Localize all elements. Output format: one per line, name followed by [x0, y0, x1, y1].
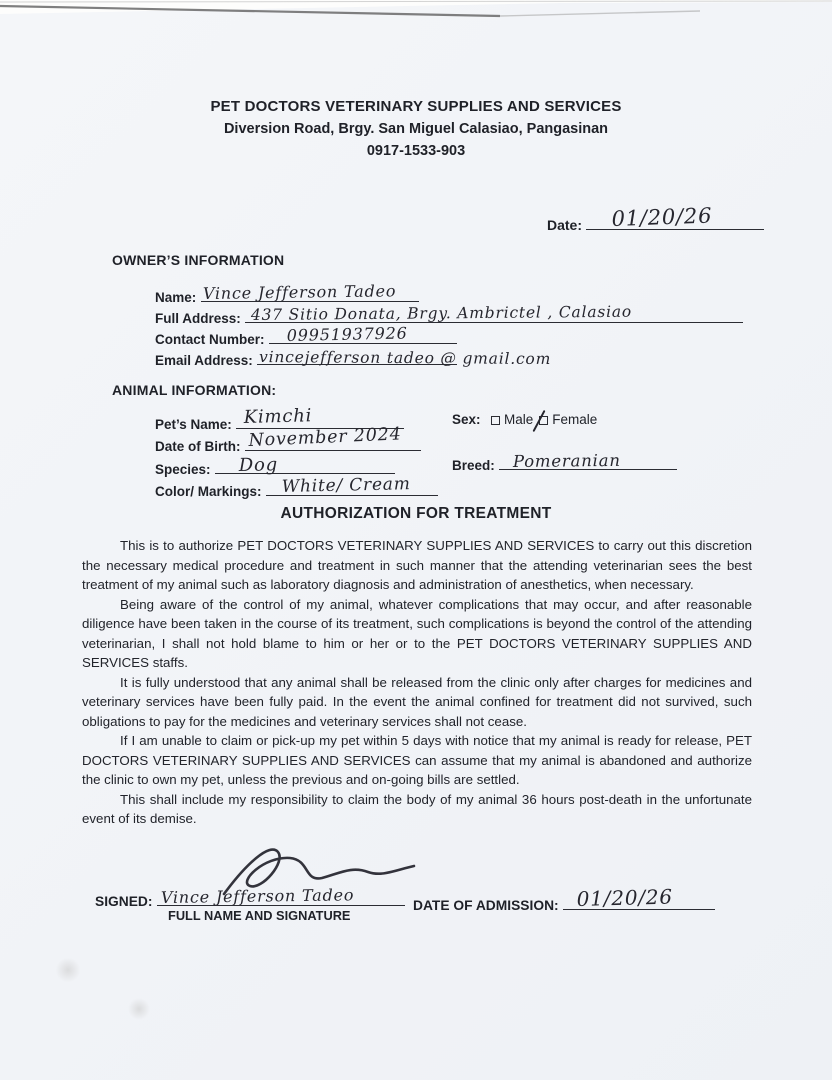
date-field [547, 203, 764, 235]
species-label: Species: [155, 462, 211, 477]
admission-date-value: 01/20/26 [576, 884, 674, 911]
sex-label: Sex: [452, 412, 481, 427]
color-markings-value: White/ Cream [281, 474, 411, 497]
signed-label: SIGNED: [95, 894, 153, 909]
signed-handwritten-name: Vince Jefferson Tadeo [160, 885, 355, 907]
date-handwritten-value: 01/20/26 [611, 203, 714, 231]
paper-smudge [55, 958, 81, 982]
breed-label: Breed: [452, 458, 495, 473]
owner-email-label: Email Address: [155, 353, 253, 368]
authorization-paragraph: If I am unable to claim or pick-up my pet within 5 days with notice that my animal is ready for release, PET DOCTORS VETERINARY SUPPLIES AND SERVICES can assume that my animal is abandoned and authorize the clinic to own my pet, unless the previous and on-going bills are settled. [82, 733, 752, 787]
owner-address-value: 437 Sitio Donata, Brgy. Ambrictel , Calasiao [251, 302, 633, 324]
full-name-signature-caption: FULL NAME AND SIGNATURE [168, 908, 351, 923]
dob-value: November 2024 [248, 424, 402, 451]
pet-name-value: Kimchi [243, 405, 313, 428]
owner-email-line[interactable] [257, 347, 552, 369]
owner-name-value: Vince Jefferson Tadeo [202, 281, 397, 303]
owner-address-field [155, 302, 743, 328]
admission-date-field [413, 884, 715, 915]
paper-smudge [128, 998, 150, 1020]
dob-label: Date of Birth: [155, 439, 241, 454]
dob-line[interactable] [245, 424, 421, 451]
pet-name-label: Pet’s Name: [155, 417, 232, 432]
color-markings-field [155, 474, 438, 501]
species-line[interactable] [215, 456, 395, 474]
color-markings-line[interactable] [266, 474, 438, 497]
owner-info-title: OWNER’S INFORMATION [112, 252, 285, 268]
owner-contact-line[interactable] [269, 323, 457, 345]
scan-edge-artifact [0, 0, 832, 26]
clinic-phone: 0917-1533-903 [366, 143, 466, 159]
sex-female-label: Female [552, 412, 598, 427]
owner-email-value: vincejefferson tadeo @ gmail.com [259, 348, 552, 369]
owner-address-line[interactable] [245, 302, 743, 324]
breed-line[interactable] [499, 452, 677, 470]
color-markings-label: Color/ Markings: [155, 484, 262, 499]
authorization-paragraph: Being aware of the control of my animal, whatever complications that may occur, and after reasonable diligence have been taken in the course of its treatment, such complications is beyond the control of the attending veterinarian, I shall not hold blame to him or her or to the PET DOCTORS VETERINARY SUPPLIES AND SERVICES staffs. [82, 596, 752, 670]
date-label: Date: [547, 217, 583, 233]
sex-female-checkbox[interactable] [539, 416, 548, 425]
clinic-header [0, 96, 832, 162]
authorization-paragraph: It is fully understood that any animal shall be released from the clinic only after charges for medicines and veterinary services have been fully paid. In the event the animal confined for treatment did not survived, such obligations to pay for the medicines and veterinary services shall not cease. [82, 674, 752, 729]
species-value: Dog [238, 454, 279, 476]
owner-name-label: Name: [155, 290, 197, 305]
authorization-paragraph: This shall include my responsibility to claim the body of my animal 36 hours post-death in the unfortunate event of its demise. [82, 791, 752, 826]
owner-email-field [155, 347, 552, 370]
admission-date-line[interactable] [563, 884, 715, 911]
owner-contact-value: 09951937926 [286, 323, 408, 345]
authorization-body [82, 536, 752, 829]
sex-male-label: Male [503, 412, 534, 427]
signed-line[interactable] [157, 885, 405, 907]
clinic-address: Diversion Road, Brgy. San Miguel Calasiao, Pangasinan [223, 121, 609, 137]
animal-info-title: ANIMAL INFORMATION: [112, 382, 277, 398]
admission-date-label: DATE OF ADMISSION: [413, 898, 559, 913]
authorization-title: AUTHORIZATION FOR TREATMENT [280, 505, 552, 522]
breed-value: Pomeranian [513, 450, 622, 471]
clinic-name: PET DOCTORS VETERINARY SUPPLIES AND SERVICES [210, 98, 622, 115]
breed-field [452, 452, 677, 475]
owner-address-label: Full Address: [155, 311, 241, 326]
authorization-paragraph: This is to authorize PET DOCTORS VETERINARY SUPPLIES AND SERVICES to carry out this discretion the necessary medical procedure and treatment in such manner that the attending veterinarian sees the best treatment of my animal such as laboratory diagnosis and administration of anesthetics, when necessary. [82, 538, 752, 592]
owner-contact-label: Contact Number: [155, 332, 265, 347]
female-check-mark [533, 410, 546, 432]
owner-name-field [155, 281, 419, 307]
owner-contact-field [155, 323, 457, 349]
sex-field [452, 411, 597, 429]
owner-name-line[interactable] [201, 281, 419, 303]
date-input-line[interactable] [586, 203, 764, 231]
sex-male-checkbox[interactable] [491, 416, 500, 425]
